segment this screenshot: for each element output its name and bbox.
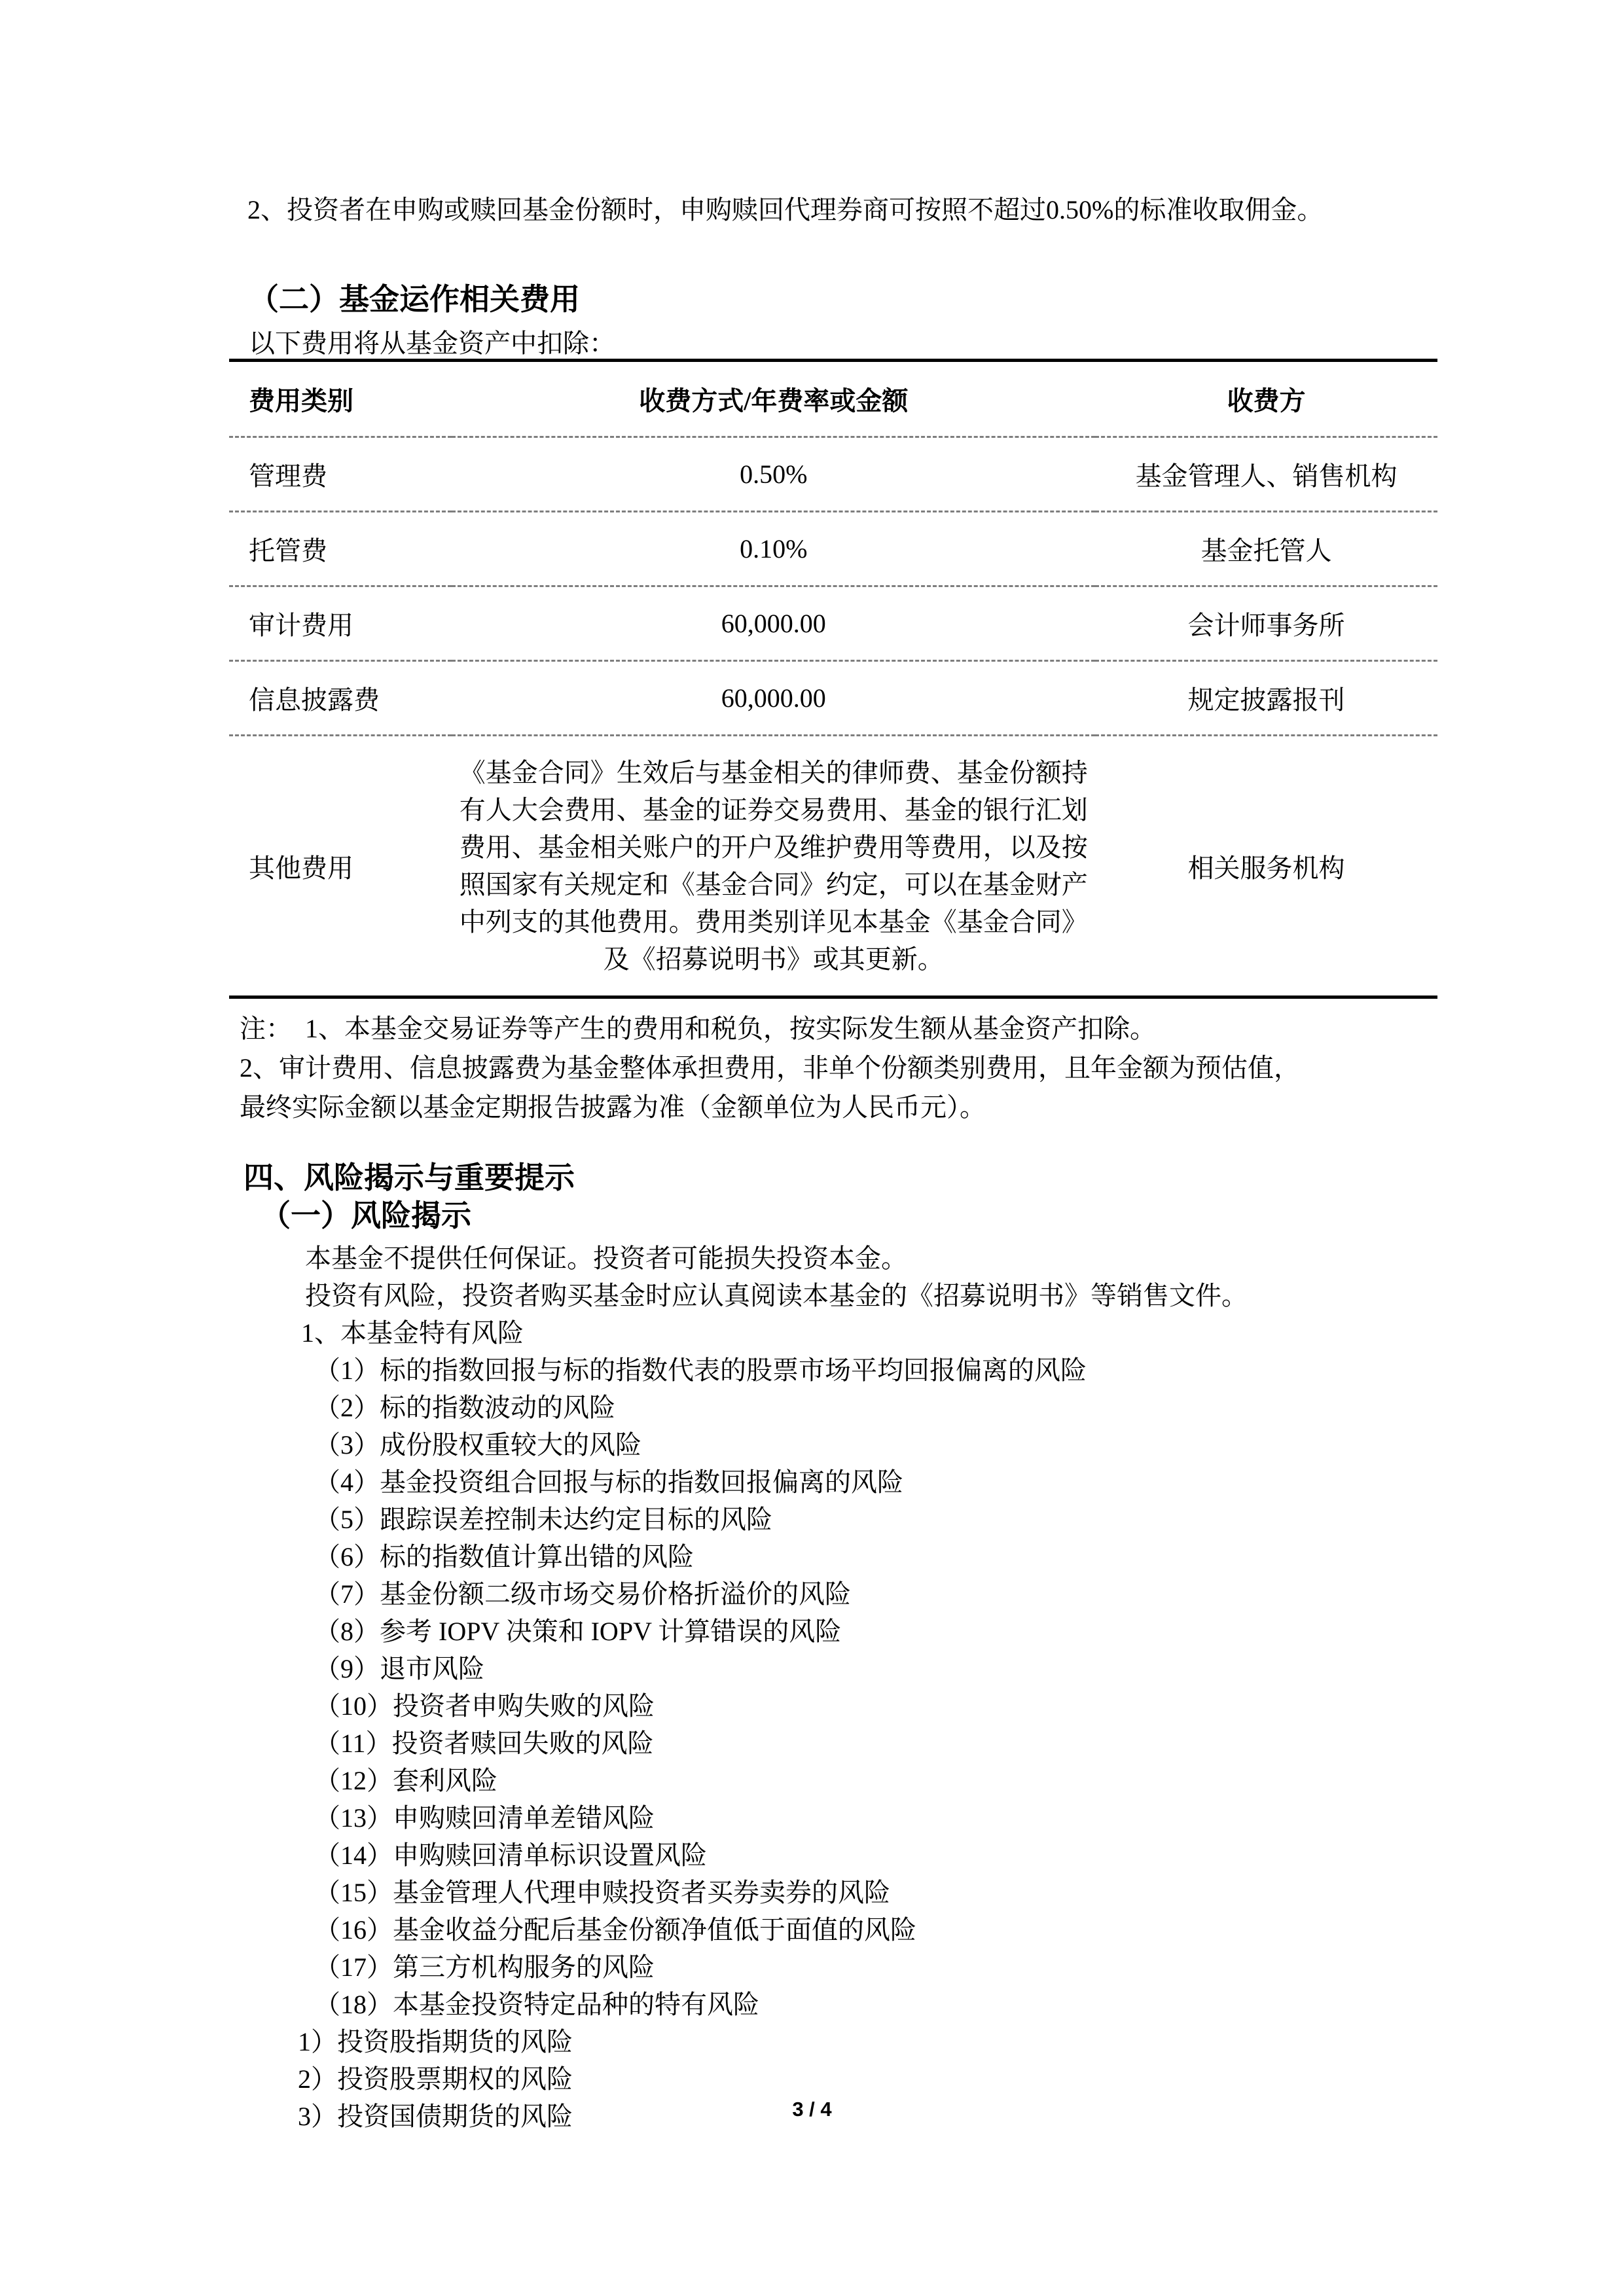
table-row <box>229 437 1437 512</box>
risk-item: （14）申购赎回清单标识设置风险 <box>314 1840 707 1870</box>
table-cell: 管理费 <box>249 461 327 491</box>
risk-item: （10）投资者申购失败的风险 <box>314 1691 655 1721</box>
fee-table-header-payee: 收费方 <box>1227 386 1306 416</box>
fee-table-header-row <box>229 361 1437 437</box>
section2-lead: 以下费用将从基金资产中扣除： <box>249 329 615 358</box>
risk-paragraph: 本基金不提供任何保证。投资者可能损失投资本金。 <box>305 1244 907 1273</box>
note-line: 最终实际金额以基金定期报告披露为准（金额单位为人民币元）。 <box>240 1092 986 1122</box>
table-cell: 规定披露报刊 <box>1187 685 1345 715</box>
fee-table-header-method: 收费方式/年费率或金额 <box>639 386 909 416</box>
risk-item: （8）参考 IOPV 决策和 IOPV 计算错误的风险 <box>314 1617 842 1646</box>
risk-item: （12）套利风险 <box>314 1766 497 1795</box>
intro-paragraph: 2、投资者在申购或赎回基金份额时，申购赎回代理券商可按照不超过0.50%的标准收取佣金。 <box>247 195 1324 224</box>
risk-sub-item: 3）投资国债期货的风险 <box>298 2102 573 2131</box>
table-cell-other-fees-description: 《基金合同》生效后与基金相关的律师费、基金份额持有人大会费用、基金的证券交易费用、基金的银行汇划费用、基金相关账户的开户及维护费用等费用，以及按照国家有关规定和《基金合同》约定，可以在基金财产中列支的其他费用。费用类别详见本基金《基金合同》及《招募说明书》或其更新。 <box>459 758 1088 974</box>
risk-sub-item: 1）投资股指期货的风险 <box>298 2027 573 2056</box>
risk-item: （17）第三方机构服务的风险 <box>314 1952 655 1982</box>
table-cell: 基金管理人、销售机构 <box>1135 461 1398 491</box>
table-cell: 60,000.00 <box>721 609 826 638</box>
table-row <box>229 512 1437 586</box>
risk-item: （7）基金份额二级市场交易价格折溢价的风险 <box>314 1579 851 1609</box>
note-line: 注： 1、本基金交易证券等产生的费用和税负，按实际发生额从基金资产扣除。 <box>240 1014 1156 1043</box>
table-cell: 0.10% <box>740 534 808 564</box>
table-cell: 其他费用 <box>249 853 353 883</box>
risk-list-title: 1、本基金特有风险 <box>301 1318 524 1348</box>
note-line: 2、审计费用、信息披露费为基金整体承担费用，非单个份额类别费用，且年金额为预估值， <box>240 1053 1300 1083</box>
table-cell: 0.50% <box>740 459 808 489</box>
risk-item: （4）基金投资组合回报与标的指数回报偏离的风险 <box>314 1467 903 1497</box>
table-cell: 托管费 <box>249 536 327 565</box>
risk-item: （13）申购赎回清单差错风险 <box>314 1803 655 1833</box>
table-row <box>229 736 1437 997</box>
risk-item: （11）投资者赎回失败的风险 <box>314 1729 654 1758</box>
table-cell: 60,000.00 <box>721 683 826 713</box>
footer-page-number: 3 / 4 <box>792 2098 832 2121</box>
page-content <box>229 194 1437 2135</box>
risk-item: （16）基金收益分配后基金份额净值低于面值的风险 <box>314 1915 916 1945</box>
section2-heading: （二）基金运作相关费用 <box>249 283 580 316</box>
risk-item: （15）基金管理人代理申赎投资者买券卖券的风险 <box>314 1878 890 1907</box>
risk-sub-item: 2）投资股票期权的风险 <box>298 2064 573 2094</box>
table-row <box>229 586 1437 661</box>
table-cell: 会计师事务所 <box>1187 611 1345 640</box>
section4-sub-heading: （一）风险揭示 <box>261 1199 471 1232</box>
risk-item: （9）退市风险 <box>314 1654 484 1683</box>
table-notes <box>229 1009 1437 1127</box>
risk-item: （2）标的指数波动的风险 <box>314 1393 615 1422</box>
table-cell: 基金托管人 <box>1200 536 1332 565</box>
risk-item: （18）本基金投资特定品种的特有风险 <box>314 1990 759 2019</box>
table-row <box>229 661 1437 736</box>
section4-heading: 四、风险揭示与重要提示 <box>244 1161 575 1194</box>
fee-table-header-category: 费用类别 <box>249 386 353 416</box>
risk-paragraph: 投资有风险，投资者购买基金时应认真阅读本基金的《招募说明书》等销售文件。 <box>305 1281 1248 1310</box>
risk-item: （5）跟踪误差控制未达约定目标的风险 <box>314 1505 772 1534</box>
fee-table <box>229 359 1437 999</box>
table-cell: 审计费用 <box>249 611 353 640</box>
risk-item: （1）标的指数回报与标的指数代表的股票市场平均回报偏离的风险 <box>314 1355 1087 1385</box>
risk-item: （6）标的指数值计算出错的风险 <box>314 1542 694 1571</box>
table-cell: 信息披露费 <box>249 685 380 715</box>
table-cell: 相关服务机构 <box>1187 853 1345 883</box>
risk-item: （3）成份股权重较大的风险 <box>314 1430 641 1460</box>
